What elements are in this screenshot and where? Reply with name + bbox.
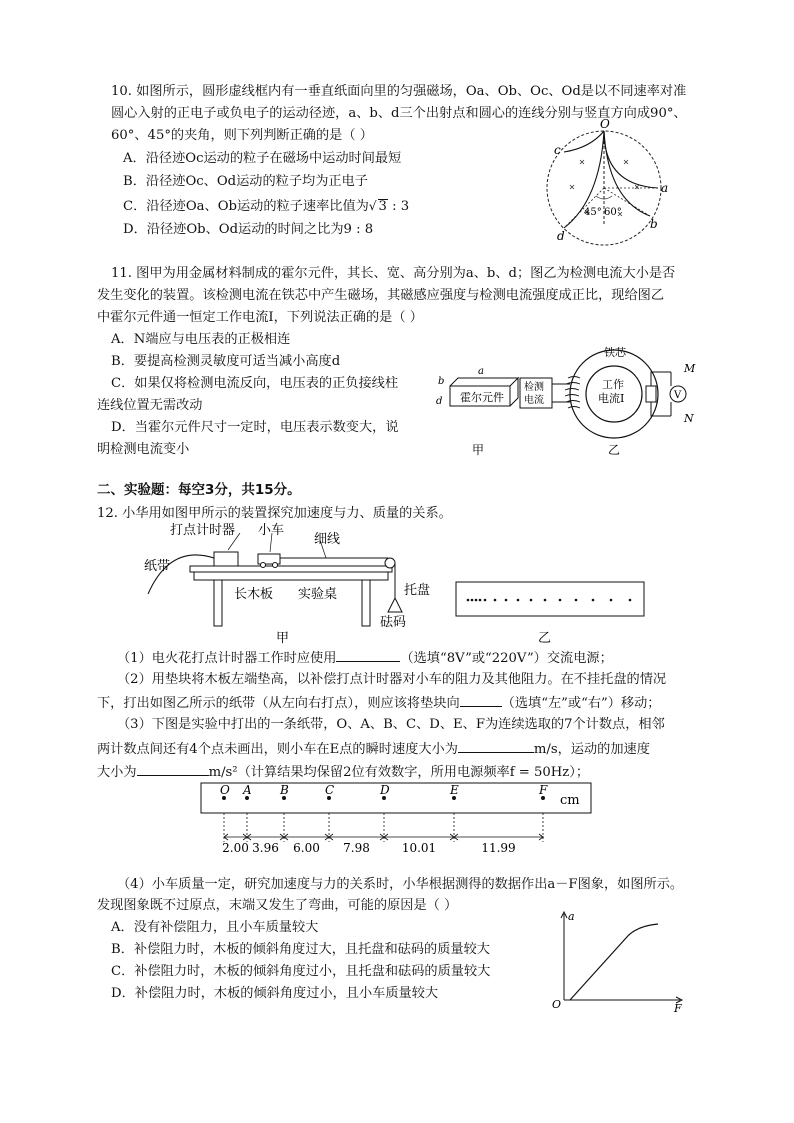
label-weights: 砝码 [380, 615, 407, 630]
terminal-N: N [684, 412, 694, 425]
dim-b: b [438, 376, 445, 387]
answer-blank-1[interactable] [336, 647, 400, 662]
tape-point-label: C [325, 783, 335, 797]
q12-option-a: A．没有补偿阻力，且小车质量较大 [111, 920, 319, 935]
q12-apparatus-figure [130, 524, 650, 646]
track-ob [604, 131, 650, 216]
q12-part4-line2: 发现图象既不过原点，末端又发生了弯曲，可能的原因是（ ） [97, 898, 458, 913]
q11-stem-line1: 11. 图甲为用金属材料制成的霍尔元件，其长、宽、高分别为a、b、d；图乙为检测电流大小是否 [111, 266, 676, 281]
answer-blank-3[interactable] [458, 738, 534, 753]
label-O: O [600, 117, 610, 131]
tape-distance-label: 2.00 [222, 841, 249, 855]
core-label: 铁芯 [604, 346, 626, 359]
tray-weights [388, 598, 402, 612]
p3-note: （计算结果均保留2位有效数字，所用电源频率f = 50Hz）； [237, 765, 590, 780]
angle-60: 60° [604, 207, 622, 218]
label-yi: 乙 [608, 443, 621, 457]
aF-curve [570, 924, 658, 1000]
q12-option-b: B．补偿阻力时，木板的倾斜角度过大，且托盘和砝码的质量较大 [111, 942, 490, 957]
tape-unit: cm [560, 793, 580, 808]
timer-device [214, 552, 238, 566]
q10-magnetic-field-figure [540, 117, 690, 245]
q11-option-c-line1: C．如果仅将检测电流反向，电压表的正负接线柱 [111, 376, 399, 391]
q12-part1 [117, 647, 613, 669]
work-current-2: 电流I [598, 392, 625, 405]
hall-label: 霍尔元件 [460, 391, 504, 404]
q11-stem-line2: 发生变化的装置。该检测电流在铁芯中产生磁场，其磁感应强度与检测电流强度成正比，现给图乙 [97, 288, 665, 303]
tape-distance-label: 6.00 [293, 841, 320, 855]
label-cart: 小车 [258, 523, 285, 538]
lab-table [194, 572, 388, 580]
p3-text2: 大小为 [97, 765, 137, 780]
tape-distance-label: 3.96 [252, 841, 279, 855]
q10-option-c-ratio: : 3 [387, 199, 410, 214]
label-yi: 乙 [538, 631, 552, 646]
origin-O: O [552, 998, 562, 1011]
p1-text: （1）电火花打点计时器工作时应使用 [117, 651, 337, 666]
q10-option-c-text: C．沿径迹Oa、Ob运动的粒子速率比值为 [123, 199, 369, 214]
terminal-M: M [684, 362, 696, 375]
detect-label-1: 检测 [524, 382, 544, 393]
p3-text: 两计数点间还有4个点未画出，则小车在E点的瞬时速度大小为 [97, 742, 458, 757]
track-oa [604, 131, 658, 188]
label-timer: 打点计时器 [170, 523, 236, 538]
label-d: d [557, 229, 565, 243]
tape-point-label: O [220, 783, 230, 797]
q11-stem-line3: 中霍尔元件通一恒定工作电流I，下列说法正确的是（ ） [97, 310, 423, 325]
tape-point-label: F [539, 783, 548, 797]
counted-tape [201, 783, 591, 813]
label-tape: 纸带 [144, 559, 171, 574]
p3-unit1: m/s，运动的加速度 [533, 742, 650, 757]
work-current-1: 工作 [602, 378, 624, 391]
p2-text: 下，打出如图乙所示的纸带（从左向右打点），则应该将垫块向 [97, 696, 460, 711]
q12-part3-line1: （3）下图是实验中打出的一条纸带，O、A、B、C、D、E、F为连续选取的7个计数点，相邻 [117, 717, 665, 732]
q12-part4-line1: （4）小车质量一定，研究加速度与力的关系时，小华根据测得的数据作出a－F图象，如图所示。 [117, 877, 684, 892]
q11-option-c-line2: 连线位置无需改动 [97, 398, 203, 413]
tape-distance-label: 11.99 [481, 841, 516, 855]
q11-hall-figure [432, 338, 702, 460]
q12-part2-line2 [97, 692, 661, 714]
long-board [190, 566, 392, 572]
voltmeter-label: V [674, 390, 682, 401]
q12-part3-line2 [97, 738, 650, 760]
q12-part2-line1: （2）用垫块将木板左端垫高，以补偿打点计时器对小车的阻力及其他阻力。在不挂托盘的情况 [117, 672, 667, 687]
q12-part3-line3 [97, 761, 589, 783]
p3-unit2: m/s² [208, 765, 238, 780]
q10-option-b: B．沿径迹Oc、Od运动的粒子均为正电子 [123, 174, 368, 189]
q12-aF-graph [548, 908, 688, 1015]
q10-stem-line2: 圆心入射的正电子或负电子的运动径迹，a、b、d三个出射点和圆心的连线分别与竖直方向成90°、 [111, 106, 687, 121]
dim-a: a [478, 366, 484, 377]
tape-dims [222, 813, 543, 855]
q10-option-a: A．沿径迹Oc运动的粒子在磁场中运动时间最短 [123, 151, 402, 166]
q11-option-a: A．N端应与电压表的正极相连 [111, 332, 291, 347]
tape-point-label: E [450, 783, 459, 797]
p1-hint: （选填“8V”或“220V”）交流电源； [400, 651, 613, 666]
pulley [385, 558, 395, 568]
label-table: 实验桌 [298, 587, 338, 602]
sqrt-radicand: 3 [378, 199, 387, 214]
cart [258, 554, 280, 564]
label-a: a [661, 181, 669, 195]
tape-point-label: B [280, 783, 289, 797]
hall-in-gap [646, 386, 656, 402]
q12-intro: 12. 小华用如图甲所示的装置探究加速度与力、质量的关系。 [97, 506, 452, 521]
section-2-title: 二、实验题：每空3分，共15分。 [97, 482, 301, 498]
label-string: 细线 [314, 532, 341, 547]
label-jia: 甲 [472, 443, 485, 457]
q10-stem-line1: 10. 如图所示，圆形虚线框内有一垂直纸面向里的匀强磁场，Oa、Ob、Oc、Od是以不同速率对准 [111, 84, 687, 99]
dim-d: d [436, 396, 443, 407]
q10-option-d: D．沿径迹Ob、Od运动的时间之比为9 : 8 [123, 222, 374, 237]
label-board: 长木板 [234, 587, 274, 602]
tape-point-label: A [243, 783, 252, 797]
q12-option-c: C．补偿阻力时，木板的倾斜角度过小，且托盘和砝码的质量较大 [111, 964, 491, 979]
axis-label-F: F [674, 1002, 682, 1015]
tape-distance-label: 7.98 [343, 841, 370, 855]
label-tray: 托盘 [404, 583, 431, 598]
angle-45: 45° [584, 207, 602, 218]
tape-point-label: D [380, 783, 390, 797]
label-c: c [554, 143, 561, 157]
q11-option-b: B．要提高检测灵敏度可适当减小高度d [111, 354, 341, 369]
answer-blank-4[interactable] [137, 761, 209, 776]
q10-option-c: C．沿径迹Oa、Ob运动的粒子速率比值为√ 3 : 3 [123, 199, 410, 214]
label-jia: 甲 [276, 631, 290, 646]
q11-option-d-line1: D．当霍尔元件尺寸一定时，电压表示数变大，说 [111, 420, 399, 435]
axis-label-a: a [568, 910, 575, 923]
q11-option-d-line2: 明检测电流变小 [97, 442, 190, 457]
q10-stem-line3: 60°、45°的夹角，则下列判断正确的是（ ） [111, 128, 373, 143]
q12-option-d: D．补偿阻力时，木板的倾斜角度过小，且小车质量较大 [111, 986, 439, 1001]
p2-hint: （选填“左”或“右”）移动； [501, 696, 661, 711]
answer-blank-2[interactable] [460, 692, 502, 707]
label-b: b [650, 217, 658, 231]
tape-distance-label: 10.01 [401, 841, 437, 855]
q12-counted-tape-figure [200, 782, 595, 857]
detect-label-2: 电流 [524, 395, 544, 406]
